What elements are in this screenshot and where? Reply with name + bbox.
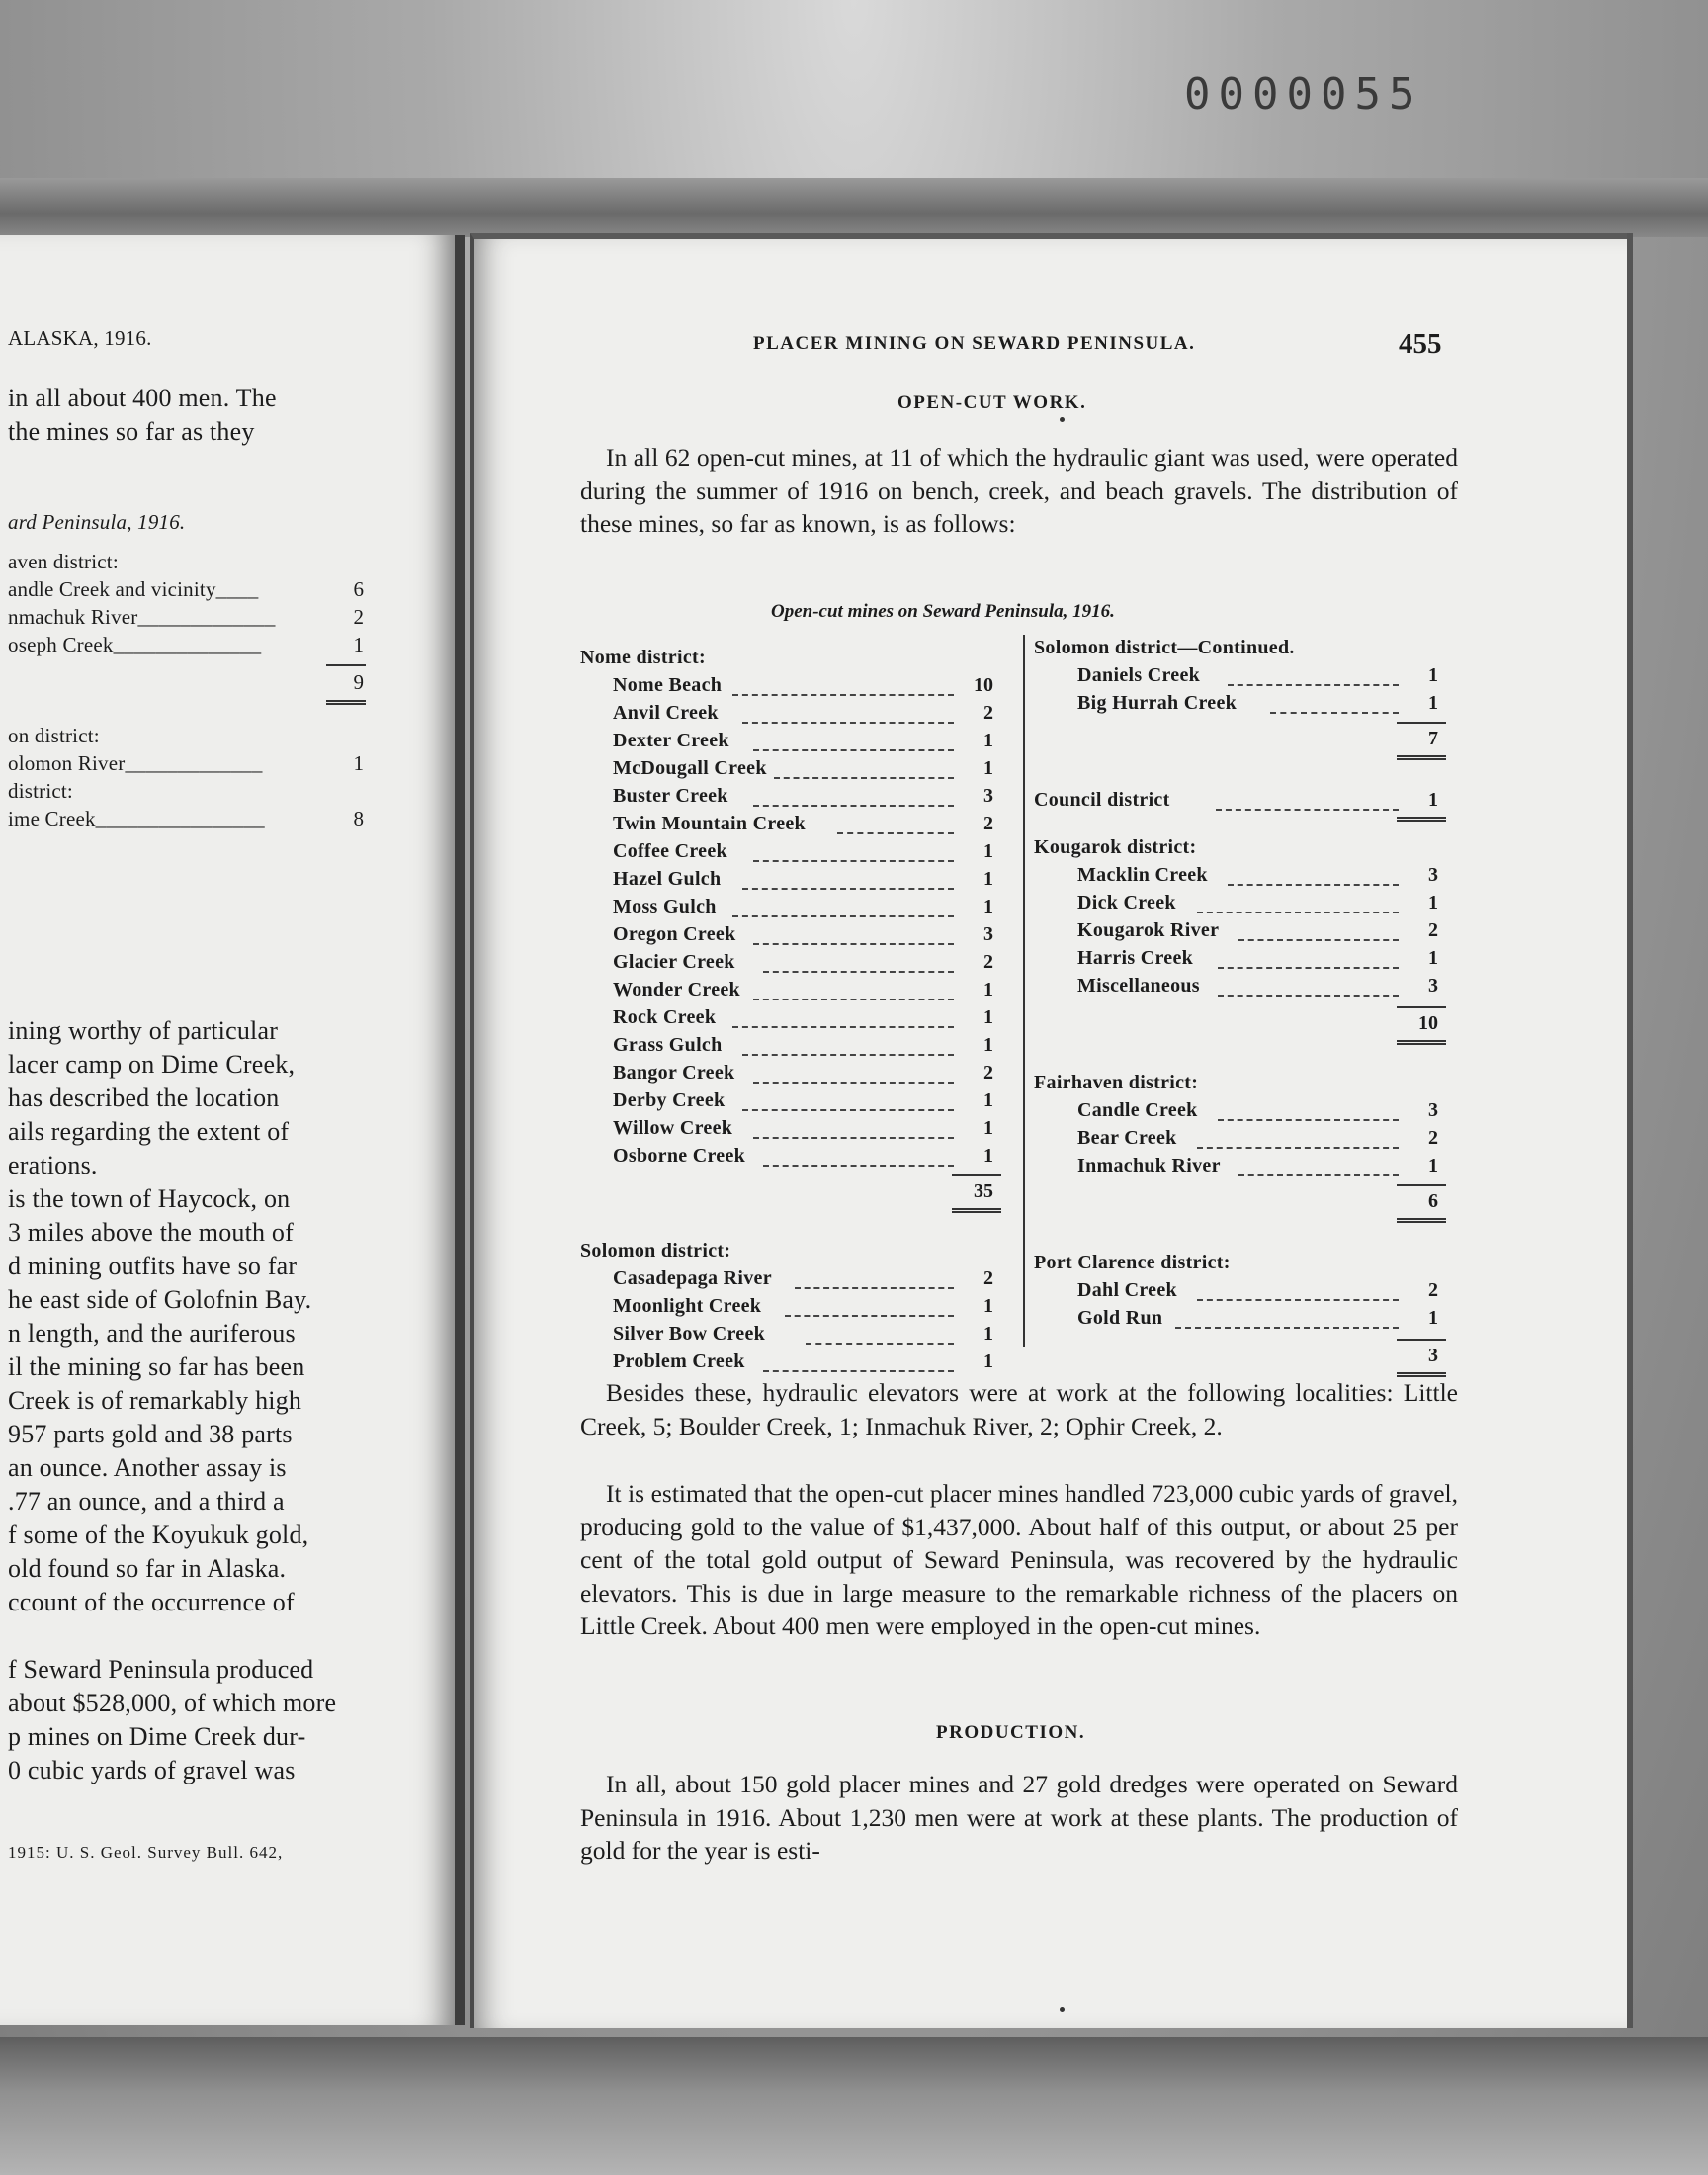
left-page-value: 8	[353, 807, 364, 830]
left-page-line: has described the location	[8, 1084, 280, 1112]
leader-dots	[742, 888, 954, 890]
left-page-line: 3 miles above the mouth of	[8, 1218, 294, 1247]
creek-name: McDougall Creek	[613, 757, 767, 779]
creek-name: Twin Mountain Creek	[613, 813, 806, 834]
leader-dots	[1216, 809, 1399, 811]
table-double-rule	[326, 700, 366, 705]
district-heading: Nome district:	[580, 647, 706, 668]
left-page-line: f Seward Peninsula produced	[8, 1655, 314, 1684]
left-page-line: ining worthy of particular	[8, 1016, 279, 1045]
mine-count: 1	[983, 1350, 993, 1372]
leader-dots	[753, 805, 954, 807]
district-total: 6	[1428, 1190, 1438, 1212]
estimate-text: It is estimated that the open-cut placer mines handled 723,000 cubic yards of gravel, producing gold to the value of $1,437,000. About half of this output, or about 25 per cent of the total gold output of Seward Peninsula, was recovered by the hydraulic elevators. This is due in large measure to the remarkable richness of the placers on Little Creek. About 400 men were employed in the open-cut mines.	[580, 1479, 1458, 1640]
leader-dots	[1228, 884, 1399, 886]
left-page-value: 1	[353, 633, 364, 656]
table-caption: Open-cut mines on Seward Peninsula, 1916.	[771, 601, 1115, 622]
table-rule	[1397, 1006, 1446, 1008]
open-cut-intro-text: In all 62 open-cut mines, at 11 of which the hydraulic giant was used, were operated during the summer of 1916 on bench, creek, and beach gravels. The distribution of these mines, so far as known, is as follows:	[580, 443, 1458, 538]
left-page-line: the mines so far as they	[8, 417, 255, 446]
leader-dots	[1238, 939, 1399, 941]
leader-dots	[732, 1026, 954, 1028]
district-heading: Solomon district—Continued.	[1034, 637, 1295, 658]
left-page-line: olomon River_____________	[8, 751, 263, 775]
mine-count: 1	[1428, 892, 1438, 914]
creek-name: Moss Gulch	[613, 896, 717, 917]
left-page-line: p mines on Dime Creek dur-	[8, 1722, 306, 1751]
speck-mark	[1060, 2007, 1065, 2012]
leader-dots	[1197, 912, 1399, 914]
creek-name: Harris Creek	[1077, 947, 1194, 969]
speck-mark	[1060, 417, 1065, 422]
district-heading: Fairhaven district:	[1034, 1072, 1199, 1093]
mine-count: 1	[983, 1034, 993, 1056]
leader-dots	[753, 943, 954, 945]
creek-name: Kougarok River	[1077, 919, 1220, 941]
left-page-line: on district:	[8, 724, 100, 747]
mine-count: 1	[1428, 692, 1438, 714]
left-page-line: ard Peninsula, 1916.	[8, 510, 186, 534]
table-rule	[1397, 722, 1446, 724]
creek-name: Willow Creek	[613, 1117, 733, 1139]
left-page-line: ccount of the occurrence of	[8, 1588, 295, 1616]
creek-name: Gold Run	[1077, 1307, 1163, 1329]
creek-name: Osborne Creek	[613, 1145, 746, 1167]
creek-name: Glacier Creek	[613, 951, 735, 973]
creek-name: Moonlight Creek	[613, 1295, 762, 1317]
creek-name: Buster Creek	[613, 785, 728, 807]
elevators-text: Besides these, hydraulic elevators were at work at the following localities: Little Creek, 5; Boulder Creek, 1; Inmachuk River, 2; Ophir Creek, 2.	[580, 1378, 1458, 1440]
left-table-total: 9	[353, 670, 364, 694]
leader-dots	[732, 915, 954, 917]
mine-count: 1	[983, 868, 993, 890]
table-rule	[1397, 1339, 1446, 1341]
creek-name: Problem Creek	[613, 1350, 745, 1372]
creek-name: Oregon Creek	[613, 923, 736, 945]
page-number: 455	[1399, 328, 1442, 360]
creek-name: Miscellaneous	[1077, 975, 1200, 997]
table-column-divider	[1023, 635, 1025, 1347]
creek-name: Coffee Creek	[613, 840, 727, 862]
mine-count: 1	[983, 1006, 993, 1028]
district-total: 7	[1428, 728, 1438, 749]
leader-dots	[742, 1109, 954, 1111]
elevators-paragraph	[580, 1376, 1458, 1442]
mine-count: 2	[983, 951, 993, 973]
production-paragraph	[580, 1768, 1458, 1868]
mine-count: 1	[983, 896, 993, 917]
leader-dots	[763, 1370, 954, 1372]
left-page-value: 6	[353, 577, 364, 601]
left-page-line: is the town of Haycock, on	[8, 1184, 291, 1213]
district-total: 3	[1428, 1345, 1438, 1366]
left-page-line: oseph Creek______________	[8, 633, 262, 656]
mine-count: 3	[1428, 1099, 1438, 1121]
mine-count: 1	[1428, 664, 1438, 686]
left-page-line: an ounce. Another assay is	[8, 1453, 287, 1482]
leader-dots	[732, 694, 954, 696]
table-rule	[1397, 1184, 1446, 1186]
table-double-rule	[1397, 817, 1446, 822]
left-page-line: old found so far in Alaska.	[8, 1554, 287, 1583]
mine-count: 2	[983, 813, 993, 834]
mine-count: 2	[1428, 1279, 1438, 1301]
table-double-rule	[1397, 755, 1446, 760]
leader-dots	[1175, 1327, 1399, 1329]
leader-dots	[1218, 995, 1399, 997]
creek-name: Nome Beach	[613, 674, 723, 696]
mine-count: 1	[1428, 1155, 1438, 1176]
leader-dots	[753, 999, 954, 1000]
left-page-line: erations.	[8, 1151, 98, 1179]
left-page-line: .77 an ounce, and a third a	[8, 1487, 285, 1516]
open-cut-heading: OPEN-CUT WORK.	[897, 392, 1087, 413]
mine-count: 1	[983, 1145, 993, 1167]
table-rule	[326, 664, 366, 666]
leader-dots	[763, 971, 954, 973]
table-double-rule	[1397, 1218, 1446, 1223]
leader-dots	[753, 1137, 954, 1139]
leader-dots	[753, 749, 954, 751]
left-page-line: 957 parts gold and 38 parts	[8, 1420, 293, 1448]
district-heading: Port Clarence district:	[1034, 1252, 1231, 1273]
document-stamp-number: 0000055	[1184, 69, 1423, 120]
mine-count: 1	[1428, 1307, 1438, 1329]
creek-name: Rock Creek	[613, 1006, 717, 1028]
leader-dots	[753, 860, 954, 862]
estimate-paragraph	[580, 1477, 1458, 1643]
left-page-line: Creek is of remarkably high	[8, 1386, 302, 1415]
left-page-line: f some of the Koyukuk gold,	[8, 1521, 309, 1549]
production-heading: PRODUCTION.	[936, 1722, 1086, 1743]
creek-name: Dahl Creek	[1077, 1279, 1177, 1301]
creek-name: Inmachuk River	[1077, 1155, 1221, 1176]
leader-dots	[837, 832, 954, 834]
mine-count: 1	[983, 840, 993, 862]
mine-count: 2	[983, 702, 993, 724]
table-rule	[952, 1174, 1001, 1176]
district-total: 10	[1418, 1012, 1438, 1034]
district-heading: Solomon district:	[580, 1240, 731, 1262]
creek-name: Big Hurrah Creek	[1077, 692, 1238, 714]
creek-name: Hazel Gulch	[613, 868, 722, 890]
left-page-value: 2	[353, 605, 364, 629]
scan-shadow-bottom	[0, 2037, 1708, 2175]
left-page-value: 1	[353, 751, 364, 775]
mine-count: 2	[983, 1267, 993, 1289]
district-heading: Council district	[1034, 789, 1170, 811]
creek-name: Silver Bow Creek	[613, 1323, 766, 1345]
left-page-line: il the mining so far has been	[8, 1352, 305, 1381]
mine-count: 2	[1428, 1127, 1438, 1149]
mine-count: 1	[983, 1295, 993, 1317]
left-page-line: ime Creek________________	[8, 807, 265, 830]
leader-dots	[1218, 967, 1399, 969]
leader-dots	[795, 1287, 954, 1289]
scan-shadow-top	[0, 178, 1708, 237]
mine-count: 1	[983, 757, 993, 779]
mine-count: 2	[983, 1062, 993, 1084]
left-page-line: about $528,000, of which more	[8, 1689, 337, 1717]
leader-dots	[1270, 712, 1399, 714]
open-cut-intro-paragraph	[580, 441, 1458, 541]
table-double-rule	[1397, 1040, 1446, 1045]
left-page-line: d mining outfits have so far	[8, 1252, 298, 1280]
mine-count: 1	[983, 1323, 993, 1345]
creek-name: Dexter Creek	[613, 730, 729, 751]
creek-name: Anvil Creek	[613, 702, 719, 724]
leader-dots	[763, 1165, 954, 1167]
running-head: PLACER MINING ON SEWARD PENINSULA.	[753, 333, 1196, 354]
district-total: 35	[974, 1180, 993, 1202]
mine-count: 1	[983, 1117, 993, 1139]
left-page-line: he east side of Golofnin Bay.	[8, 1285, 312, 1314]
creek-name: Grass Gulch	[613, 1034, 723, 1056]
creek-name: Derby Creek	[613, 1089, 726, 1111]
mine-count: 1	[1428, 789, 1438, 811]
leader-dots	[1238, 1174, 1399, 1176]
left-page-line: aven district:	[8, 550, 119, 573]
leader-dots	[742, 1054, 954, 1056]
mine-count: 1	[983, 1089, 993, 1111]
mine-count: 3	[983, 785, 993, 807]
left-page-line: n length, and the auriferous	[8, 1319, 296, 1348]
leader-dots	[753, 1082, 954, 1084]
creek-name: Candle Creek	[1077, 1099, 1198, 1121]
leader-dots	[785, 1315, 954, 1317]
left-page-line: 0 cubic yards of gravel was	[8, 1756, 296, 1784]
left-page-line: 1915: U. S. Geol. Survey Bull. 642,	[8, 1843, 284, 1862]
left-page-line: lacer camp on Dime Creek,	[8, 1050, 296, 1079]
mine-count: 1	[1428, 947, 1438, 969]
leader-dots	[1218, 1119, 1399, 1121]
left-page-line: district:	[8, 779, 73, 803]
mine-count: 3	[983, 923, 993, 945]
leader-dots	[774, 777, 954, 779]
creek-name: Daniels Creek	[1077, 664, 1201, 686]
creek-name: Dick Creek	[1077, 892, 1176, 914]
creek-name: Bangor Creek	[613, 1062, 735, 1084]
mine-count: 3	[1428, 975, 1438, 997]
leader-dots	[1197, 1147, 1399, 1149]
mine-count: 1	[983, 979, 993, 1000]
left-page-line: ALASKA, 1916.	[8, 326, 152, 350]
mine-count: 2	[1428, 919, 1438, 941]
left-page-line: andle Creek and vicinity____	[8, 577, 259, 601]
creek-name: Wonder Creek	[613, 979, 740, 1000]
leader-dots	[742, 722, 954, 724]
mine-count: 3	[1428, 864, 1438, 886]
creek-name: Macklin Creek	[1077, 864, 1208, 886]
leader-dots	[1228, 684, 1399, 686]
left-page-line: ails regarding the extent of	[8, 1117, 290, 1146]
mine-count: 1	[983, 730, 993, 751]
table-double-rule	[952, 1208, 1001, 1213]
district-heading: Kougarok district:	[1034, 836, 1197, 858]
right-page	[470, 233, 1627, 2028]
left-page-line: nmachuk River_____________	[8, 605, 276, 629]
creek-name: Bear Creek	[1077, 1127, 1177, 1149]
creek-name: Casadepaga River	[613, 1267, 772, 1289]
mine-count: 10	[974, 674, 993, 696]
left-page-line: in all about 400 men. The	[8, 384, 277, 412]
production-text: In all, about 150 gold placer mines and 27 gold dredges were operated on Seward Peninsula in 1916. About 1,230 men were at work at these plants. The production of gold for the year is esti-	[580, 1770, 1458, 1865]
leader-dots	[1197, 1299, 1399, 1301]
leader-dots	[806, 1343, 954, 1345]
left-page	[0, 235, 465, 2025]
